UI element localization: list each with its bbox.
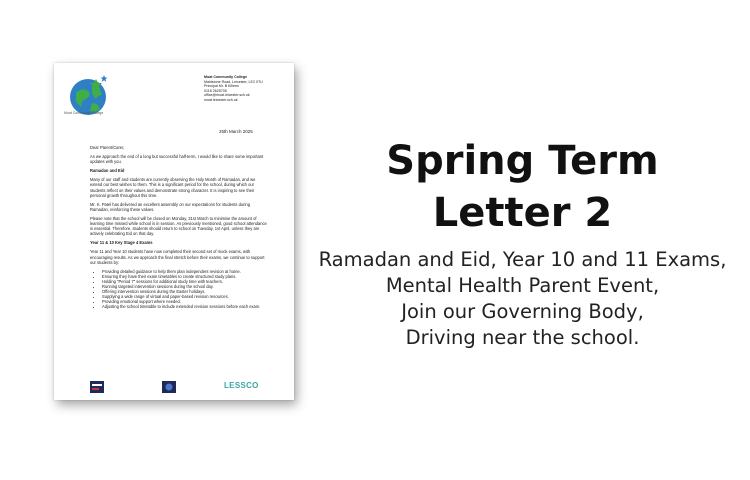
subtitle-line: Ramadan and Eid, Year 10 and 11 Exams, — [318, 248, 727, 271]
logo-caption: Moat Community College — [64, 111, 104, 115]
section-heading-exams: Year 11 & 10 Key Stage 4 Exams — [90, 240, 153, 246]
list-item: • Supplying a wide range of virtual and paper-based revision resources. — [102, 294, 268, 299]
title-line-2: Letter 2 — [432, 190, 613, 236]
salutation: Dear Parent/Carer, — [90, 145, 125, 150]
footer-logo-lessco: LESSCO — [224, 381, 259, 390]
list-item: • Offering intervention sessions during the Easter holidays. — [102, 289, 268, 294]
support-list — [96, 269, 268, 310]
exams-paragraph: Year 11 and Year 10 students have now completed their second set of mock exams, with encouraging results. As we approach the final stretch before their exams, we continue to support our students by: — [90, 249, 265, 265]
school-web: moat.leicester.sch.uk — [204, 97, 238, 102]
list-item: • Providing detailed guidance to help them plan independent revision at home. — [102, 269, 268, 274]
subtitle-line: Driving near the school. — [405, 326, 640, 349]
page-title — [310, 135, 735, 239]
ramadan-paragraph-3: Please note that the school will be closed on Monday, 31st March to minimise the amount of learning time missed while school is in session. As previously mentioned, good school attendance is essential. Therefore, students should return to school on Tuesday, 1st April, unless they are actively celebrating Eid on that day. — [90, 215, 267, 237]
ramadan-paragraph-1: Many of our staff and students are currently observing the Holy Month of Ramadan, and we extend our best wishes to them. This is a significant period for the school, during which our students reflect on their values and demonstrate strong character. It is inspiring to see their personal growth throughout this time. — [90, 177, 256, 198]
school-address-block — [204, 75, 290, 103]
footer-logo-1 — [90, 381, 104, 393]
letter-preview — [54, 63, 294, 400]
letter-date: 25th March 2025 — [219, 129, 253, 134]
list-item: • Adjusting the school timetable to include extended revision sessions before each exam. — [102, 304, 268, 309]
topics-subtitle — [305, 247, 740, 351]
title-line-1: Spring Term — [386, 138, 659, 184]
subtitle-line: Mental Health Parent Event, — [385, 274, 660, 297]
section-heading-ramadan: Ramadan and Eid — [90, 168, 125, 174]
footer-logo-2 — [162, 381, 176, 393]
list-item: • Ensuring they have their exam timetables to create structured study plans. — [102, 274, 268, 279]
intro-paragraph: As we approach the end of a long but successful half-term, I would like to share some important updates with you. — [90, 154, 264, 165]
letter-body — [90, 145, 268, 309]
school-email: office@moat.leicester.sch.uk — [204, 93, 250, 98]
list-item: • Holding "Period 7" sessions for additional study time with teachers. — [102, 279, 268, 284]
school-phone: 0116 2625705 — [204, 88, 227, 93]
list-item: • Providing emotional support where needed. — [102, 299, 268, 304]
subtitle-line: Join our Governing Body, — [401, 300, 644, 323]
school-principal: Principal Mr. B Killeen — [204, 84, 239, 89]
school-address: Maidstone Road, Leicester, LE2 0TU — [204, 79, 263, 84]
ramadan-paragraph-2: Mr. K. Patel has delivered an excellent assembly on our expectations for students during Ramadan, reinforcing these values. — [90, 201, 250, 212]
footer-logos — [54, 381, 294, 395]
school-name: Moat Community College — [204, 75, 248, 79]
list-item: • Running targeted intervention sessions during the school day. — [102, 284, 268, 289]
